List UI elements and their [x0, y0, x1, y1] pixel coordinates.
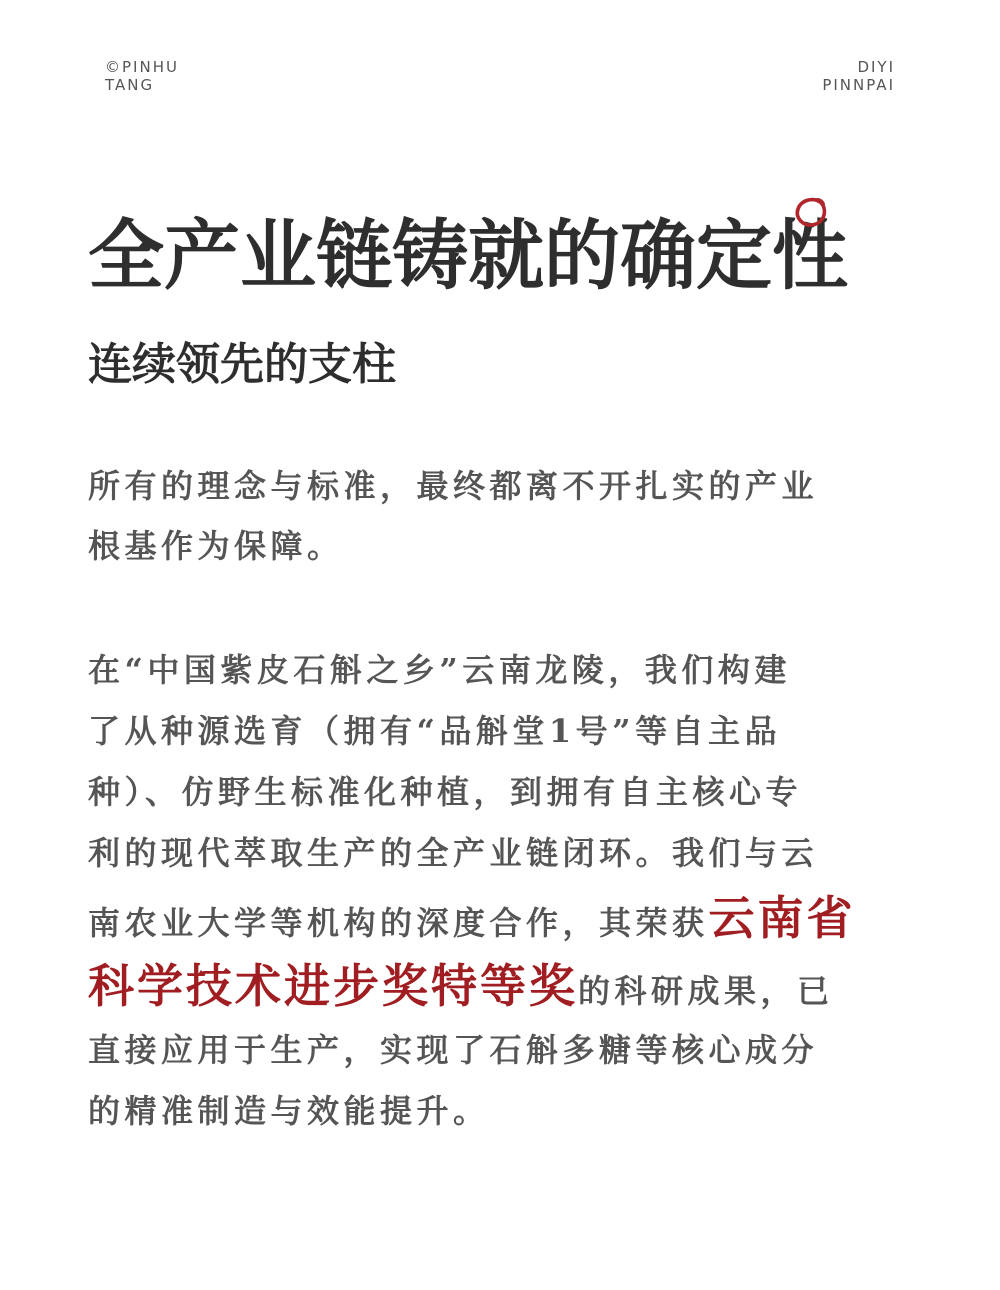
body-line-3: 种）、仿野生标准化种植，到拥有自主核心专	[88, 773, 803, 811]
body-line-7: 直接应用于生产，实现了石斛多糖等核心成分	[88, 1031, 819, 1069]
brand-left-line2: TANG	[105, 76, 155, 94]
award-highlight-part1: 云南省	[708, 891, 856, 945]
body-line-2: 了从种源选育（拥有“品斛堂1号”等自主品	[88, 712, 782, 750]
intro-line-2: 根基作为保障。	[88, 527, 344, 565]
body-line-6-text: 的科研成果，已	[578, 972, 834, 1010]
intro-paragraph	[88, 456, 916, 576]
title-block	[88, 205, 918, 315]
body-line-6	[88, 952, 916, 1020]
body-line-8: 的精准制造与效能提升。	[88, 1092, 490, 1130]
award-highlight-part2: 科学技术进步奖特等奖	[88, 959, 578, 1013]
brand-right-line2: PINNPAI	[822, 76, 895, 94]
intro-line-1: 所有的理念与标准，最终都离不开扎实的产业	[88, 467, 819, 505]
brand-mark-right	[822, 58, 895, 94]
body-line-4: 利的现代萃取生产的全产业链闭环。我们与云	[88, 834, 819, 872]
brand-left-line1: ©PINHU	[105, 58, 179, 76]
body-line-5	[88, 884, 916, 952]
brand-mark-left	[105, 58, 179, 94]
body-line-1: 在“中国紫皮石斛之乡”云南龙陵，我们构建	[88, 651, 791, 689]
body-line-5-text: 南农业大学等机构的深度合作，其荣获	[88, 904, 709, 942]
page-title: 全产业链铸就的确定性	[88, 211, 848, 300]
body-paragraph	[88, 640, 916, 1142]
page-subtitle: 连续领先的支柱	[88, 339, 396, 390]
brand-right-line1: DIYI	[857, 58, 895, 76]
red-ring-brush-icon	[791, 193, 831, 233]
